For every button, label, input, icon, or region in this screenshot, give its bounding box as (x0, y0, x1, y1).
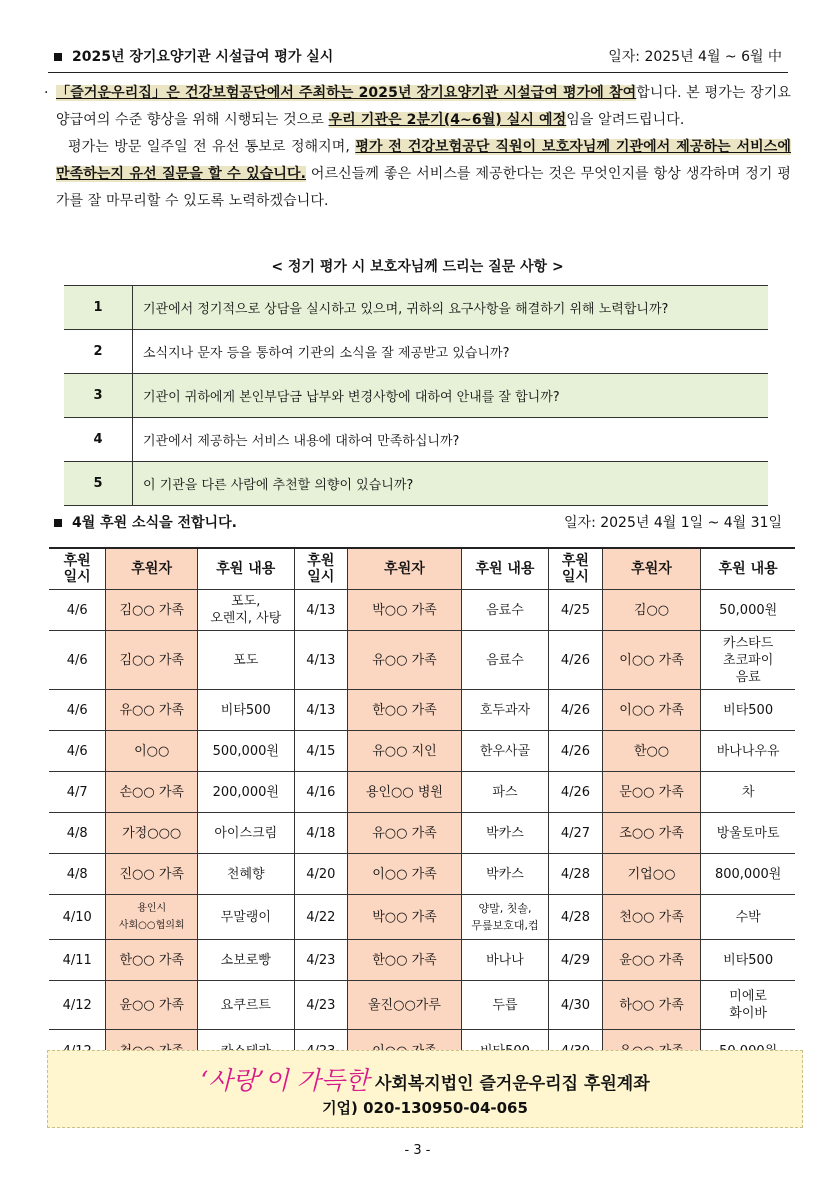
notice-text: 임을 알려드립니다. (566, 112, 685, 128)
donation-item: 비타500 (198, 690, 295, 731)
donation-header-cell: 후원 내용 (198, 548, 295, 590)
square-bullet-icon (54, 519, 62, 527)
donation-date: 4/18 (294, 813, 348, 854)
question-text: 이 기관을 다른 사람에 추천할 의향이 있습니까? (133, 462, 769, 506)
donation-row (49, 940, 795, 981)
donation-date: 4/27 (549, 813, 603, 854)
donor-name: 한○○ 가족 (348, 940, 462, 981)
donation-item: 박카스 (461, 854, 548, 895)
donation-item: 아이스크림 (198, 813, 295, 854)
notice-highlight-phone-survey: 평가 전 건강보험공단 직원이 보호자님께 기관에서 제공하는 서비스에 만족하는지 유선 질문을 할 수 있습니다. (56, 139, 791, 182)
bullet-dot-icon: · (44, 85, 49, 101)
donation-item: 비타500 (701, 940, 795, 981)
question-row (64, 418, 768, 462)
donation-date: 4/26 (549, 772, 603, 813)
donation-date: 4/23 (294, 940, 348, 981)
donation-item: 한우사골 (461, 731, 548, 772)
square-bullet-icon (54, 53, 62, 61)
question-row (64, 286, 768, 330)
donor-name: 한○○ 가족 (106, 940, 198, 981)
donation-date: 4/28 (549, 895, 603, 940)
donation-row (49, 590, 795, 631)
donation-date: 4/26 (549, 690, 603, 731)
donor-name: 박○○ 가족 (348, 895, 462, 940)
notice-highlight-participation: 「즐거운우리집」은 건강보험공단에서 주최하는 2025년 장기요양기관 시설급여 평가에 참여 (56, 85, 637, 101)
donor-name: 이○○ 가족 (348, 854, 462, 895)
donation-row (49, 631, 795, 690)
donor-name: 한○○ (602, 731, 701, 772)
donation-row (49, 813, 795, 854)
donation-item: 포도 (198, 631, 295, 690)
question-number: 4 (64, 418, 133, 462)
donation-date: 4/26 (549, 731, 603, 772)
donation-row (49, 895, 795, 940)
donation-item: 800,000원 (701, 854, 795, 895)
evaluation-section-title: 2025년 장기요양기관 시설급여 평가 실시 (72, 49, 334, 65)
donation-item: 요쿠르트 (198, 981, 295, 1030)
donation-date: 4/16 (294, 772, 348, 813)
donor-name: 한○○ 가족 (348, 690, 462, 731)
donation-item: 차 (701, 772, 795, 813)
donor-name: 하○○ 가족 (602, 981, 701, 1030)
donation-item: 수박 (701, 895, 795, 940)
question-row (64, 462, 768, 506)
donor-name: 문○○ 가족 (602, 772, 701, 813)
donation-item: 500,000원 (198, 731, 295, 772)
notice-text: 합니다. 본 평가는 장기요양급여의 수준 향상을 위해 시행되는 것으로 (56, 85, 791, 128)
donation-header-cell: 후원 내용 (701, 548, 795, 590)
donor-name: 유○○ 가족 (348, 631, 462, 690)
donation-item: 소보로빵 (198, 940, 295, 981)
donation-item: 50,000원 (701, 590, 795, 631)
donation-row (49, 772, 795, 813)
donation-item: 음료수 (461, 590, 548, 631)
evaluation-section-header (48, 46, 788, 73)
notice-text: 평가는 방문 일주일 전 유선 통보로 정해지며, (68, 139, 356, 155)
donation-header-cell: 후원 일시 (549, 548, 603, 590)
donor-name: 김○○ 가족 (106, 631, 198, 690)
donor-name: 울진○○가루 (348, 981, 462, 1030)
notice-text: 어르신들께 좋은 서비스를 제공한다는 것은 무엇인지를 항상 생각하며 정기 평가를 잘 마무리할 수 있도록 노력하겠습니다. (56, 166, 791, 209)
donor-name: 이○○ (106, 731, 198, 772)
question-number: 2 (64, 330, 133, 374)
page-number: - 3 - (404, 1143, 431, 1158)
donation-date: 4/23 (294, 981, 348, 1030)
donation-date: 4/30 (549, 981, 603, 1030)
donor-name: 이○○ 가족 (602, 631, 701, 690)
donation-item: 양말, 칫솔, 무릎보호대,컵 (461, 895, 548, 940)
donor-name: 유○○ 가족 (348, 813, 462, 854)
donor-name: 김○○ 가족 (106, 590, 198, 631)
donor-name: 김○○ (602, 590, 701, 631)
donation-item: 방울토마토 (701, 813, 795, 854)
donor-name: 천○○ 가족 (602, 895, 701, 940)
donation-header-cell: 후원자 (348, 548, 462, 590)
notice-highlight-schedule: 우리 기관은 2분기(4~6월) 실시 예정 (328, 112, 567, 128)
donation-row (49, 981, 795, 1030)
question-number: 5 (64, 462, 133, 506)
donor-name: 조○○ 가족 (602, 813, 701, 854)
donation-item: 바나나 (461, 940, 548, 981)
donation-item: 음료수 (461, 631, 548, 690)
donor-name: 용인시 사회○○협의회 (106, 895, 198, 940)
donation-date: 4/10 (49, 895, 106, 940)
donation-date: 4/13 (294, 590, 348, 631)
donation-item: 바나나우유 (701, 731, 795, 772)
donation-date: 4/13 (294, 631, 348, 690)
donation-item: 파스 (461, 772, 548, 813)
evaluation-section-date: 일자: 2025년 4월 ~ 6월 中 (608, 49, 782, 65)
donor-name: 용인○○ 병원 (348, 772, 462, 813)
donation-item: 천혜향 (198, 854, 295, 895)
donation-item: 무말랭이 (198, 895, 295, 940)
question-text: 기관에서 제공하는 서비스 내용에 대하여 만족하십니까? (133, 418, 769, 462)
donation-header-cell: 후원자 (602, 548, 701, 590)
evaluation-notice-paragraph (44, 80, 791, 215)
donation-account-banner (47, 1050, 803, 1128)
donation-item: 200,000원 (198, 772, 295, 813)
donation-date: 4/8 (49, 854, 106, 895)
donation-date: 4/11 (49, 940, 106, 981)
donation-date: 4/25 (549, 590, 603, 631)
donor-name: 손○○ 가족 (106, 772, 198, 813)
question-number: 3 (64, 374, 133, 418)
question-text: 기관에서 정기적으로 상담을 실시하고 있으며, 귀하의 요구사항을 해결하기 위해 노력합니까? (133, 286, 769, 330)
donation-row (49, 854, 795, 895)
donor-name: 유○○ 가족 (106, 690, 198, 731)
donor-name: 유○○ 지인 (348, 731, 462, 772)
donation-header-cell: 후원 내용 (461, 548, 548, 590)
donation-header-cell: 후원 일시 (294, 548, 348, 590)
donation-date: 4/28 (549, 854, 603, 895)
donation-section-date: 일자: 2025년 4월 1일 ~ 4월 31일 (564, 515, 782, 531)
donation-date: 4/6 (49, 731, 106, 772)
donation-date: 4/26 (549, 631, 603, 690)
donation-date: 4/7 (49, 772, 106, 813)
donation-date: 4/6 (49, 590, 106, 631)
questions-title: < 정기 평가 시 보호자님께 드리는 질문 사항 > (271, 259, 564, 275)
donation-header-cell: 후원 일시 (49, 548, 106, 590)
donation-section-title: 4월 후원 소식을 전합니다. (72, 515, 237, 531)
banner-account-number: 기업) 020-130950-04-065 (322, 1099, 528, 1117)
donor-name: 윤○○ 가족 (106, 981, 198, 1030)
donation-date: 4/15 (294, 731, 348, 772)
donation-item: 미에로 화이바 (701, 981, 795, 1030)
donation-date: 4/8 (49, 813, 106, 854)
donation-header-row (49, 548, 795, 590)
donor-name: 박○○ 가족 (348, 590, 462, 631)
donation-section-header (48, 512, 788, 538)
donation-date: 4/6 (49, 631, 106, 690)
donor-name: 이○○ 가족 (602, 690, 701, 731)
donation-table (49, 547, 795, 1074)
donation-item: 두릅 (461, 981, 548, 1030)
banner-org-text: 사회복지법인 즐거운우리집 후원계좌 (369, 1074, 650, 1094)
questions-table (64, 285, 768, 506)
question-number: 1 (64, 286, 133, 330)
question-text: 소식지나 문자 등을 통하여 기관의 소식을 잘 제공받고 있습니까? (133, 330, 769, 374)
donation-date: 4/22 (294, 895, 348, 940)
donation-item: 호두과자 (461, 690, 548, 731)
donation-item: 박카스 (461, 813, 548, 854)
donation-date: 4/20 (294, 854, 348, 895)
question-row (64, 374, 768, 418)
question-row (64, 330, 768, 374)
donation-item: 카스타드 초코파이 음료 (701, 631, 795, 690)
donation-item: 비타500 (701, 690, 795, 731)
donation-date: 4/6 (49, 690, 106, 731)
donation-date: 4/13 (294, 690, 348, 731)
banner-love-text: ‘사랑’이 가득한 (200, 1066, 370, 1095)
donor-name: 윤○○ 가족 (602, 940, 701, 981)
donation-date: 4/12 (49, 981, 106, 1030)
donation-row (49, 731, 795, 772)
donor-name: 가정○○○ (106, 813, 198, 854)
donor-name: 진○○ 가족 (106, 854, 198, 895)
donation-date: 4/29 (549, 940, 603, 981)
donation-header-cell: 후원자 (106, 548, 198, 590)
question-text: 기관이 귀하에게 본인부담금 납부와 변경사항에 대하여 안내를 잘 합니까? (133, 374, 769, 418)
donation-item: 포도, 오렌지, 사탕 (198, 590, 295, 631)
donation-row (49, 690, 795, 731)
donor-name: 기업○○ (602, 854, 701, 895)
